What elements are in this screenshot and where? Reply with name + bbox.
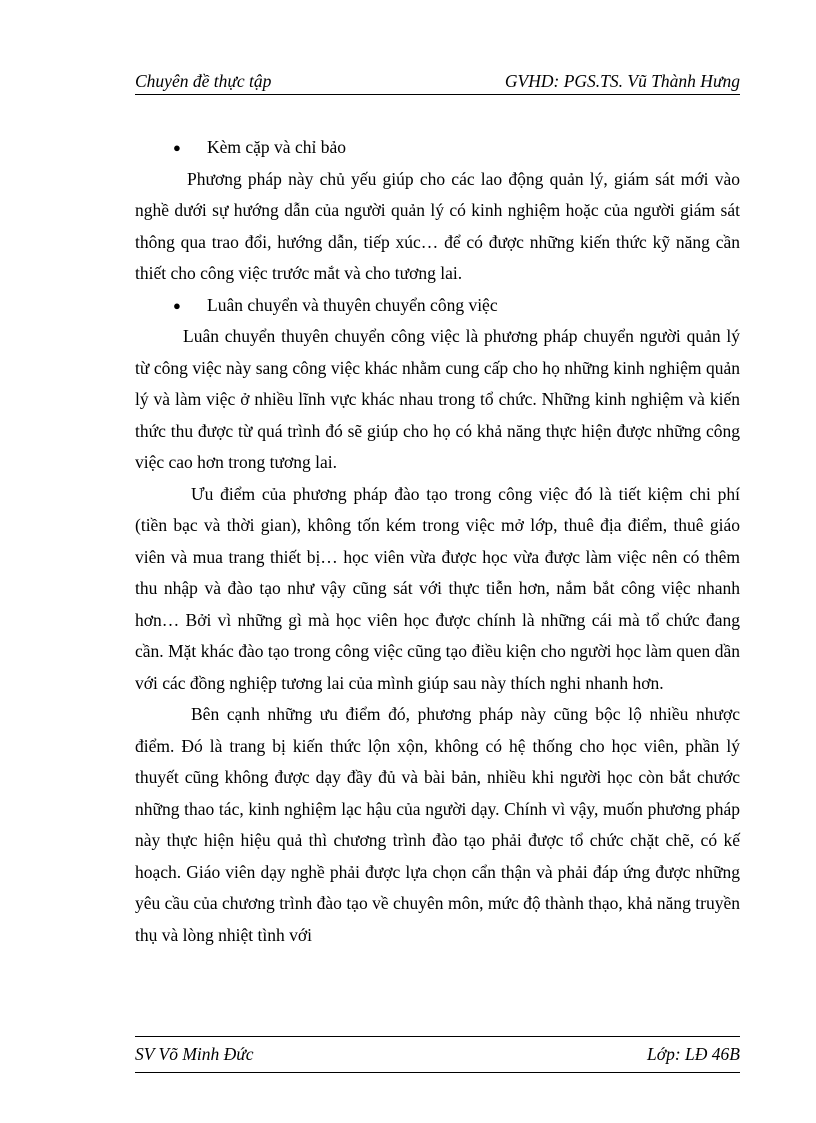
paragraph: Ưu điểm của phương pháp đào tạo trong công việc đó là tiết kiệm chi phí (tiền bạc và thời gian), không tốn kém trong việc mở lớp, thuê địa điểm, thuê giáo viên và mua trang thiết bị… học viên vừa được học vừa được làm việc nên có thêm thu nhập và đào tạo như vậy cũng sát với thực tiễn hơn, nắm bắt công việc nhanh hơn… Bởi vì những gì mà học viên học được chính là những cái mà tổ chức đang cần. Mặt khác đào tạo trong công việc cũng tạo điều kiện cho người học làm quen dần với các đồng nghiệp tương lai của mình giúp sau này thích nghi nhanh hơn.: [135, 483, 740, 693]
document-body: [135, 132, 740, 951]
footer-student-name: SV Võ Minh Đức: [135, 1044, 254, 1064]
bullet-heading: Kèm cặp và chỉ bảo: [207, 137, 346, 157]
bullet-item: [173, 290, 740, 322]
paragraph: Bên cạnh những ưu điểm đó, phương pháp này cũng bộc lộ nhiều nhược điểm. Đó là trang bị kiến thức lộn xộn, không có hệ thống cho học viên, phần lý thuyết cũng không được dạy đầy đủ và bài bản, nhiều khi người học còn bắt chước những thao tác, kinh nghiệm lạc hậu của người dạy. Chính vì vậy, muốn phương pháp này thực hiện hiệu quả thì chương trình đào tạo phải được tổ chức chặt chẽ, có kế hoạch. Giáo viên dạy nghề phải được lựa chọn cẩn thận và phải đáp ứng được những yêu cầu của chương trình đào tạo về chuyên môn, mức độ thành thạo, khả năng truyền thụ và lòng nhiệt tình với: [135, 704, 740, 945]
footer-divider: [135, 1072, 740, 1073]
header-report-title: Chuyên đề thực tập: [135, 71, 272, 91]
bullet-icon: ●: [173, 140, 181, 155]
bullet-item: [173, 132, 740, 164]
paragraph: Phương pháp này chủ yếu giúp cho các lao động quản lý, giám sát mới vào nghề dưới sự hướng dẫn của người quản lý có kinh nghiệm hoặc của người giám sát thông qua trao đổi, hướng dẫn, tiếp xúc… để có được những kiến thức kỹ năng cần thiết cho công việc trước mắt và cho tương lai.: [135, 168, 740, 283]
page-header: [135, 68, 740, 95]
bullet-heading: Luân chuyển và thuyên chuyển công việc: [207, 294, 498, 315]
paragraph: Luân chuyển thuyên chuyển công việc là phương pháp chuyển người quản lý từ công việc này sang công việc khác nhằm cung cấp cho họ những kinh nghiệm quản lý và làm việc ở nhiều lĩnh vực khác nhau trong tổ chức. Những kinh nghiệm và kiến thức thu được từ quá trình đó sẽ giúp cho họ có khả năng thực hiện được những công việc cao hơn trong tương lai.: [135, 326, 740, 472]
footer-class: Lớp: LĐ 46B: [647, 1044, 740, 1064]
header-supervisor: GVHD: PGS.TS. Vũ Thành Hưng: [504, 71, 740, 91]
page-footer: [135, 1036, 740, 1067]
bullet-icon: ●: [173, 297, 181, 313]
